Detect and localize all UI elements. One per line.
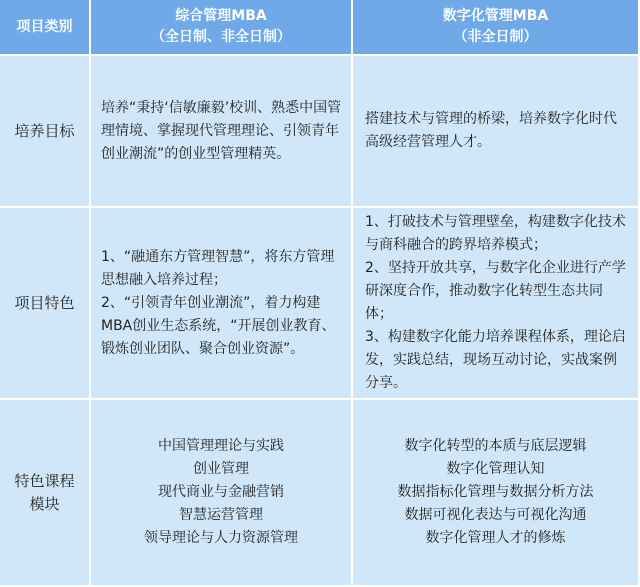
cell-digital-courses [353,400,640,587]
row-label-features [0,208,91,400]
general-course-item: 现代商业与金融营销 [158,484,284,500]
general-course-item: 领导理论与人力资源管理 [144,530,298,546]
digital-course-item: 数字化管理认知 [446,461,545,477]
digital-features-text: 1、打破技术与管理壁垒，构建数字化技术与商科融合的跨界培养模式； 2、坚持开放共享，与数字化企业进行产学研深度合作，推动数字化转型生态共同体； 3、构建数字化能力培养课程体系，理论启发，实践总结，现场互动讨论，实战案例分享。 [365,214,626,391]
row-label-training-goal-text: 培养目标 [14,121,75,140]
cell-general-training-goal [91,56,353,208]
digital-course-item: 数据指标化管理与数据分析方法 [397,484,594,500]
general-features-text: 1、“融通东方管理智慧”，将东方管理思想融入培养过程； 2、“引领青年创业潮流”，着力构建MBA创业生态系统，“开展创业教育、锻炼创业团队、聚合创业资源”。 [101,248,336,357]
cell-digital-training-goal [353,56,640,208]
row-label-courses-line2: 模块 [29,494,60,513]
general-course-item: 智慧运营管理 [179,507,263,523]
header-general-mba-subtitle: （全日制、非全日制） [151,29,291,45]
cell-general-features [91,208,353,400]
general-course-item: 中国管理理论与实践 [158,438,284,454]
digital-course-item: 数据可视化表达与可视化沟通 [404,507,587,523]
row-label-features-text: 项目特色 [14,293,75,312]
cell-general-courses [91,400,353,587]
header-category-label: 项目类别 [16,18,73,35]
header-general-mba-title: 综合管理MBA [175,8,267,24]
header-digital-mba-title: 数字化管理MBA [442,8,549,24]
digital-training-goal-text: 搭建技术与管理的桥梁，培养数字化时代高级经营管理人才。 [365,111,617,150]
header-digital-mba-subtitle: （非全日制） [453,29,538,45]
row-label-courses-line1: 特色课程 [14,471,75,490]
general-training-goal-text: 培养“秉持‘信敏廉毅’校训、熟悉中国管理情境、掌握现代管理理论、引领青年创业潮流”的创业型管理精英。 [101,99,342,162]
general-course-item: 创业管理 [193,461,249,477]
header-general-mba [91,0,353,56]
row-label-training-goal [0,56,91,208]
row-label-courses [0,400,91,587]
header-digital-mba [353,0,640,56]
digital-course-item: 数字化转型的本质与底层逻辑 [404,438,587,454]
header-category [0,0,91,56]
digital-course-item: 数字化管理人才的修炼 [425,530,566,546]
cell-digital-features [353,208,640,400]
